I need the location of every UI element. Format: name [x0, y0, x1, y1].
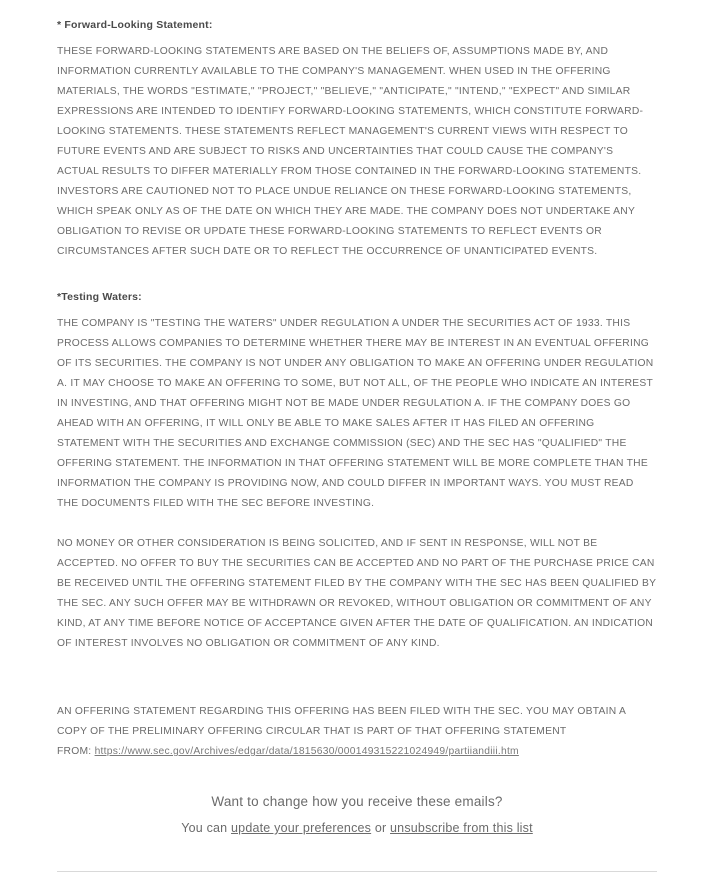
footer-question: Want to change how you receive these emails? — [211, 794, 503, 809]
email-footer — [57, 792, 657, 872]
offering-notice — [57, 702, 657, 762]
unsubscribe-link[interactable]: unsubscribe from this list — [390, 821, 533, 835]
forward-looking-section — [57, 18, 657, 262]
testing-waters-section — [57, 290, 657, 654]
footer-actions — [57, 818, 657, 838]
forward-looking-paragraph: THESE FORWARD-LOOKING STATEMENTS ARE BASED ON THE BELIEFS OF, ASSUMPTIONS MADE BY, AND INFORMATION CURRENTLY AVAILABLE TO THE COMPANY'S MANAGEMENT. WHEN USED IN THE OFFERING MATERIALS, THE WORDS "ESTIMATE," "PROJECT," "BELIEVE," "ANTICIPATE," "INTEND," "EXPECT" AND SIMILAR EXPRESSIONS ARE INTENDED TO IDENTIFY FORWARD-LOOKING STATEMENTS, WHICH CONSTITUTE FORWARD-LOOKING STATEMENTS. THESE STATEMENTS REFLECT MANAGEMENT'S CURRENT VIEWS WITH RESPECT TO FUTURE EVENTS AND ARE SUBJECT TO RISKS AND UNCERTAINTIES THAT COULD CAUSE THE COMPANY'S ACTUAL RESULTS TO DIFFER MATERIALLY FROM THOSE CONTAINED IN THE FORWARD-LOOKING STATEMENTS. INVESTORS ARE CAUTIONED NOT TO PLACE UNDUE RELIANCE ON THESE FORWARD-LOOKING STATEMENTS, WHICH SPEAK ONLY AS OF THE DATE ON WHICH THEY ARE MADE. THE COMPANY DOES NOT UNDERTAKE ANY OBLIGATION TO REVISE OR UPDATE THESE FORWARD-LOOKING STATEMENTS TO REFLECT EVENTS OR CIRCUMSTANCES AFTER SUCH DATE OR TO REFLECT THE OCCURRENCE OF UNANTICIPATED EVENTS. — [57, 46, 644, 257]
forward-looking-heading: * Forward-Looking Statement: — [57, 19, 213, 31]
testing-waters-heading: *Testing Waters: — [57, 291, 142, 303]
footer-prefix: You can — [181, 821, 228, 835]
testing-waters-paragraph-1: THE COMPANY IS "TESTING THE WATERS" UNDER REGULATION A UNDER THE SECURITIES ACT OF 1933. THIS PROCESS ALLOWS COMPANIES TO DETERMINE WHETHER THERE MAY BE INTEREST IN AN EVENTUAL OFFERING OF ITS SECURITIES. THE COMPANY IS NOT UNDER ANY OBLIGATION TO MAKE AN OFFERING UNDER REGULATION A. IT MAY CHOOSE TO MAKE AN OFFERING TO SOME, BUT NOT ALL, OF THE PEOPLE WHO INDICATE AN INTEREST IN INVESTING, AND THAT OFFERING MIGHT NOT BE MADE UNDER REGULATION A. IF THE COMPANY DOES GO AHEAD WITH AN OFFERING, IT WILL ONLY BE ABLE TO MAKE SALES AFTER IT HAS FILED AN OFFERING STATEMENT WITH THE SECURITIES AND EXCHANGE COMMISSION (SEC) AND THE SEC HAS "QUALIFIED" THE OFFERING STATEMENT. THE INFORMATION IN THAT OFFERING STATEMENT WILL BE MORE COMPLETE THAN THE INFORMATION THE COMPANY IS PROVIDING NOW, AND COULD DIFFER IN IMPORTANT WAYS. YOU MUST READ THE DOCUMENTS FILED WITH THE SEC BEFORE INVESTING. — [57, 318, 654, 509]
sec-filing-link[interactable]: https://www.sec.gov/Archives/edgar/data/1815630/000149315221024949/partiiandiii.htm — [94, 746, 519, 757]
footer-separator: or — [374, 821, 387, 835]
testing-waters-paragraph-2: NO MONEY OR OTHER CONSIDERATION IS BEING SOLICITED, AND IF SENT IN RESPONSE, WILL NOT BE ACCEPTED. NO OFFER TO BUY THE SECURITIES CAN BE ACCEPTED AND NO PART OF THE PURCHASE PRICE CAN BE RECEIVED UNTIL THE OFFERING STATEMENT FILED BY THE COMPANY WITH THE SEC HAS BEEN QUALIFIED BY THE SEC. ANY SUCH OFFER MAY BE WITHDRAWN OR REVOKED, WITHOUT OBLIGATION OR COMMITMENT OF ANY KIND, AT ANY TIME BEFORE NOTICE OF ACCEPTANCE GIVEN AFTER THE DATE OF QUALIFICATION. AN INDICATION OF INTEREST INVOLVES NO OBLIGATION OR COMMITMENT OF ANY KIND. — [57, 538, 657, 649]
update-preferences-link[interactable]: update your preferences — [231, 821, 372, 835]
offering-notice-from-label: FROM: — [57, 746, 92, 757]
section-spacer — [57, 272, 657, 290]
notice-spacer — [57, 664, 657, 702]
paragraph-spacer — [57, 524, 657, 534]
offering-notice-text: AN OFFERING STATEMENT REGARDING THIS OFFERING HAS BEEN FILED WITH THE SEC. YOU MAY OBTAIN A COPY OF THE PRELIMINARY OFFERING CIRCULAR THAT IS PART OF THAT OFFERING STATEMENT — [57, 706, 626, 737]
